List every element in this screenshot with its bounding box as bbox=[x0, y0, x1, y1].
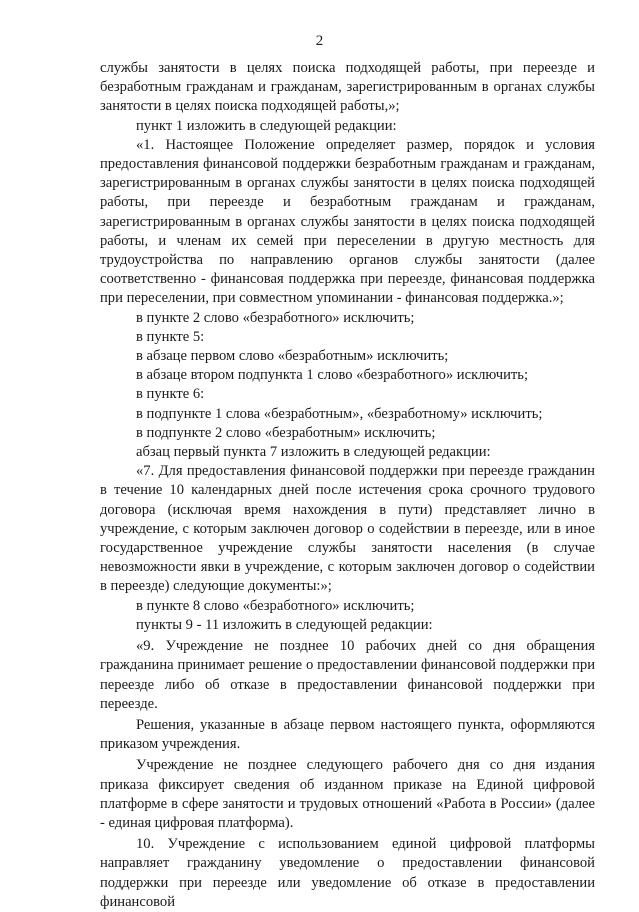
paragraph: «7. Для предоставления финансовой поддержки при переезде гражданин в течение 10 календарных дней после истечения срока срочного трудового договора (исключая время нахождения в пути) представляет лично в учреждение, с которым заключен договор о содействии в переезде, или в иное государственное учреждение службы занятости населения (в случае невозможности явки в учреждение, с которым заключен договор о содействии в переезде) следующие документы:»; bbox=[100, 463, 595, 595]
document-body bbox=[100, 59, 595, 912]
paragraph: в пункте 8 слово «безработного» исключить; bbox=[136, 597, 415, 614]
paragraph: абзац первый пункта 7 изложить в следующей редакции: bbox=[136, 444, 491, 461]
paragraph: «9. Учреждение не позднее 10 рабочих дней со дня обращения гражданина принимает решение о предоставлении финансовой поддержки при переезде либо об отказе в предоставлении финансовой поддержки при переезде. bbox=[100, 638, 595, 712]
paragraph: в абзаце первом слово «безработным» исключить; bbox=[136, 348, 449, 365]
paragraph: «1. Настоящее Положение определяет размер, порядок и условия предоставления финансовой поддержки безработным гражданам и гражданам, зарегистрированным в органах службы занятости в целях поиска подходящей работы, при переезде и безработным гражданам и гражданам, зарегистрированным в органах службы занятости в целях поиска подходящей работы, и членам их семей при переселении в другую местность для трудоустройства по направлению органов службы занятости (далее соответственно - финансовая поддержка при переезде, финансовая поддержка при переселении, при совместном упоминании - финансовая поддержка.»; bbox=[100, 136, 595, 307]
paragraph: в пункте 6: bbox=[136, 386, 205, 403]
paragraph: 10. Учреждение с использованием единой цифровой платформы направляет гражданину уведомление о предоставлении финансовой поддержки при переезде или уведомление об отказе в предоставлении финансовой bbox=[100, 836, 595, 910]
paragraph: службы занятости в целях поиска подходящей работы, при переезде и безработным гражданам и гражданам, зарегистрированным в органах службы занятости в целях поиска подходящей работы,»; bbox=[100, 60, 595, 115]
paragraph: в пункте 2 слово «безработного» исключить; bbox=[136, 309, 415, 326]
paragraph: в подпункте 1 слова «безработным», «безработному» исключить; bbox=[136, 405, 543, 422]
paragraph: в подпункте 2 слово «безработным» исключить; bbox=[136, 424, 436, 441]
paragraph: в абзаце втором подпункта 1 слово «безработного» исключить; bbox=[136, 367, 529, 384]
paragraph: пункт 1 изложить в следующей редакции: bbox=[136, 117, 397, 134]
paragraph: Решения, указанные в абзаце первом настоящего пункта, оформляются приказом учреждения. bbox=[100, 716, 595, 753]
paragraph: пункты 9 - 11 изложить в следующей редакции: bbox=[136, 616, 433, 633]
paragraph: в пункте 5: bbox=[136, 328, 205, 345]
page-number: 2 bbox=[315, 33, 324, 49]
paragraph: Учреждение не позднее следующего рабочего дня со дня издания приказа фиксирует сведения об изданном приказе на Единой цифровой платформе в сфере занятости и трудовых отношений «Работа в России» (далее - единая цифровая платформа). bbox=[100, 757, 595, 831]
